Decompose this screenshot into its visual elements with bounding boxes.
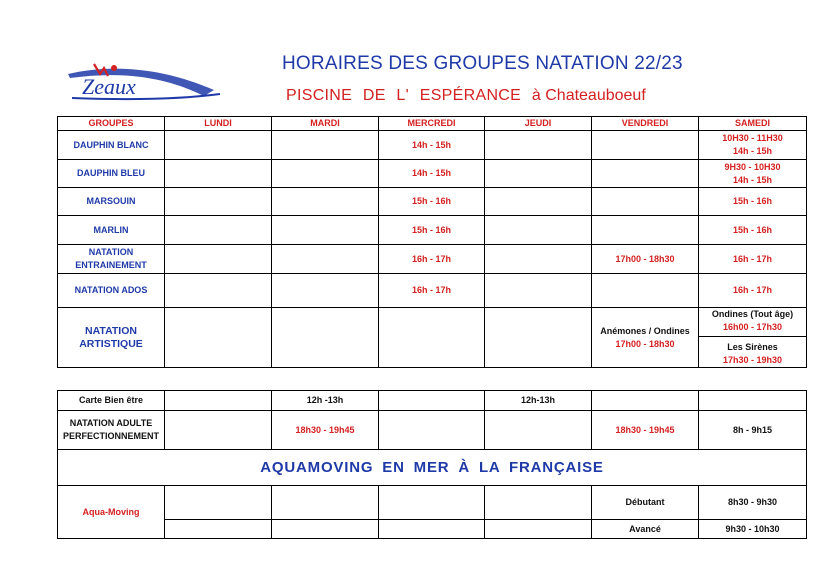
empty-cell: [379, 391, 485, 411]
time-cell: 12h -13h: [272, 391, 379, 411]
empty-cell: [485, 216, 592, 245]
empty-cell: [165, 188, 272, 216]
time-cell: 16h - 17h: [699, 274, 807, 308]
empty-cell: [485, 160, 592, 188]
table-row: [58, 520, 807, 539]
time-cell: 16h - 17h: [379, 274, 485, 308]
section-header-row: [58, 450, 807, 486]
table-row: [58, 188, 807, 216]
empty-cell: [272, 308, 379, 368]
session-time: 17h00 - 18h30: [615, 338, 675, 349]
time-cell: 17h00 - 18h30: [592, 245, 699, 274]
empty-cell: [272, 486, 379, 520]
empty-cell: [165, 486, 272, 520]
time-cell: 12h-13h: [485, 391, 592, 411]
session-label: Anémones / Ondines: [600, 325, 690, 336]
activity-name-line: NATATION ADULTE: [69, 418, 153, 428]
activity-name: [58, 411, 165, 450]
pool-city: à Chateauboeuf: [531, 87, 646, 104]
empty-cell: [379, 520, 485, 539]
empty-cell: [592, 188, 699, 216]
empty-cell: [592, 160, 699, 188]
group-name-line: ENTRAINEMENT: [75, 260, 147, 270]
empty-cell: [272, 245, 379, 274]
empty-cell: [165, 245, 272, 274]
group-name: NATATION ADOS: [58, 274, 165, 308]
empty-cell: [165, 131, 272, 160]
session-label: Les Sirènes: [727, 342, 778, 352]
time-cell: [699, 131, 807, 160]
group-name-line: NATATION: [88, 247, 134, 257]
empty-cell: [592, 274, 699, 308]
aquamoving-title: AQUAMOVING EN MER À LA FRANÇAISE: [58, 450, 807, 486]
time-line: 9H30 - 10H30: [724, 161, 781, 172]
club-logo: [64, 60, 224, 102]
empty-cell: [485, 411, 592, 450]
empty-cell: [379, 308, 485, 368]
empty-cell: [485, 245, 592, 274]
time-cell: 14h - 15h: [379, 160, 485, 188]
col-header-mardi: MARDI: [272, 117, 379, 131]
col-header-mercredi: MERCREDI: [379, 117, 485, 131]
activity-name: Carte Bien être: [58, 391, 165, 411]
empty-cell: [592, 391, 699, 411]
logo-text: Zeaux: [82, 74, 136, 99]
empty-cell: [379, 486, 485, 520]
time-line: 10H30 - 11H30: [722, 133, 783, 143]
col-header-lundi: LUNDI: [165, 117, 272, 131]
empty-cell: [485, 308, 592, 368]
col-header-groupes: GROUPES: [58, 117, 165, 131]
group-name: DAUPHIN BLANC: [58, 131, 165, 160]
time-cell: [699, 160, 807, 188]
time-cell: 16h - 17h: [379, 245, 485, 274]
col-header-jeudi: JEUDI: [485, 117, 592, 131]
session-time: 16h00 - 17h30: [722, 322, 783, 332]
empty-cell: [165, 391, 272, 411]
time-cell: 18h30 - 19h45: [272, 411, 379, 450]
pool-subtitle: [286, 87, 646, 105]
empty-cell: [165, 520, 272, 539]
group-name: DAUPHIN BLEU: [58, 160, 165, 188]
group-name: [58, 245, 165, 274]
group-name: MARSOUIN: [58, 188, 165, 216]
col-header-vendredi: VENDREDI: [592, 117, 699, 131]
time-cell: [699, 308, 807, 368]
empty-cell: [272, 160, 379, 188]
time-line: 14h - 15h: [732, 174, 772, 185]
table-row: [58, 245, 807, 274]
empty-cell: [485, 188, 592, 216]
table-row: [58, 308, 807, 368]
empty-cell: [272, 274, 379, 308]
time-cell: 18h30 - 19h45: [592, 411, 699, 450]
session-bottom: [701, 337, 804, 367]
time-cell: 15h - 16h: [699, 188, 807, 216]
time-cell: [592, 308, 699, 368]
session-time: 17h30 - 19h30: [722, 355, 783, 365]
time-line: 14h - 15h: [732, 146, 772, 156]
group-name: MARLIN: [58, 216, 165, 245]
group-name-line: NATATION: [85, 324, 137, 337]
empty-cell: [699, 391, 807, 411]
table-row: [58, 216, 807, 245]
time-cell: 8h30 - 9h30: [699, 486, 807, 520]
empty-cell: [272, 131, 379, 160]
activity-name-line: PERFECTIONNEMENT: [62, 431, 159, 441]
adult-table: [57, 390, 807, 539]
time-cell: 15h - 16h: [379, 188, 485, 216]
col-header-samedi: SAMEDI: [699, 117, 807, 131]
pool-name: PISCINE DE L' ESPÉRANCE: [286, 87, 522, 104]
empty-cell: [485, 486, 592, 520]
session-top: [699, 308, 806, 337]
time-cell: 15h - 16h: [379, 216, 485, 245]
time-cell: 14h - 15h: [379, 131, 485, 160]
table-row: [58, 274, 807, 308]
time-cell: 8h - 9h15: [699, 411, 807, 450]
activity-name: Aqua-Moving: [58, 486, 165, 539]
empty-cell: [272, 520, 379, 539]
empty-cell: [592, 216, 699, 245]
time-cell: 15h - 16h: [699, 216, 807, 245]
level-name: Avancé: [592, 520, 699, 539]
empty-cell: [272, 216, 379, 245]
group-name-line: ARTISTIQUE: [79, 337, 143, 350]
time-cell: 16h - 17h: [699, 245, 807, 274]
empty-cell: [165, 274, 272, 308]
empty-cell: [165, 411, 272, 450]
empty-cell: [485, 520, 592, 539]
time-cell: 9h30 - 10h30: [699, 520, 807, 539]
session-label: Ondines (Tout âge): [711, 309, 794, 319]
empty-cell: [592, 131, 699, 160]
empty-cell: [165, 216, 272, 245]
empty-cell: [272, 188, 379, 216]
schedule-table: [57, 116, 807, 368]
level-name: Débutant: [592, 486, 699, 520]
table-row: [58, 131, 807, 160]
table-row: [58, 486, 807, 520]
page-title: HORAIRES DES GROUPES NATATION 22/23: [282, 53, 683, 74]
table-row: [58, 411, 807, 450]
empty-cell: [165, 308, 272, 368]
empty-cell: [379, 411, 485, 450]
table-row: [58, 160, 807, 188]
empty-cell: [485, 274, 592, 308]
table-row: [58, 391, 807, 411]
empty-cell: [165, 160, 272, 188]
empty-cell: [485, 131, 592, 160]
header-row: [58, 117, 807, 131]
group-name: [58, 308, 165, 368]
